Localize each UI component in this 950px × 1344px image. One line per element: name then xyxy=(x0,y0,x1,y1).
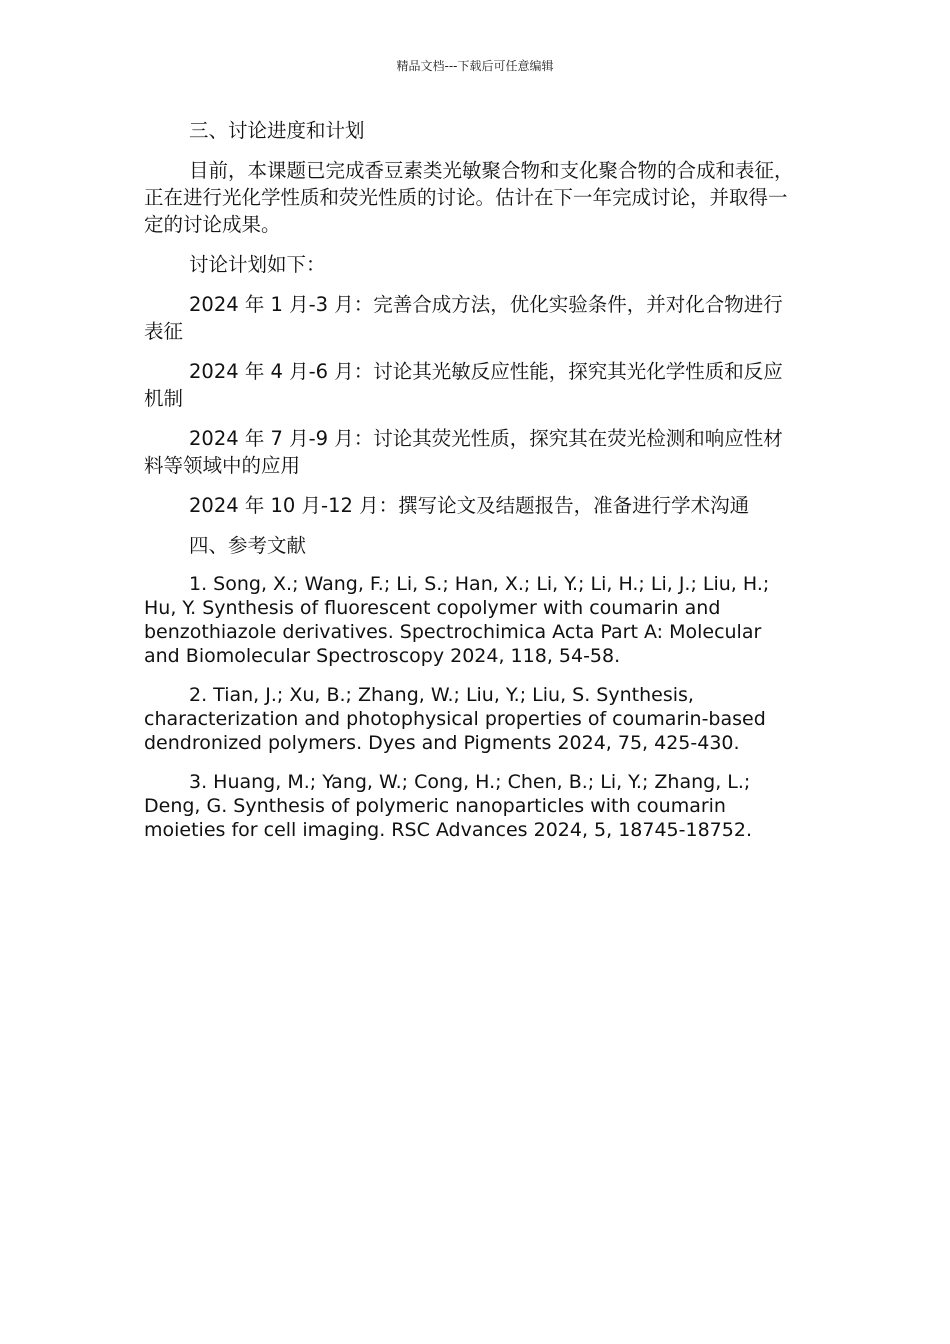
reference-item: 1. Song, X.; Wang, F.; Li, S.; Han, X.; Li, Y.; Li, H.; Li, J.; Liu, H.; Hu, Y. Synthesis of fluorescent copolymer with coumarin and benzothiazole derivatives. Spectrochimica Acta Part A: Molecular and Biomolecular Spectroscopy 2024, 118, 54-58. xyxy=(144,573,770,667)
plan-item: 2024 年 4 月-6 月：讨论其光敏反应性能，探究其光化学性质和反应机制 xyxy=(144,360,783,410)
plan-item: 2024 年 10 月-12 月：撰写论文及结题报告，准备进行学术沟通 xyxy=(189,494,750,517)
section-heading-references: 四、参考文献 xyxy=(189,534,307,557)
page-header-note: 精品文档---下载后可任意编辑 xyxy=(396,59,554,73)
section-heading-progress-plan: 三、讨论进度和计划 xyxy=(189,119,365,142)
plan-label: 讨论计划如下： xyxy=(189,253,326,276)
document-body xyxy=(144,117,796,857)
reference-item: 2. Tian, J.; Xu, B.; Zhang, W.; Liu, Y.; Liu, S. Synthesis, characterization and photophysical properties of coumarin-based dendronized polymers. Dyes and Pigments 2024, 75, 425-430. xyxy=(144,684,766,754)
progress-intro-paragraph: 目前，本课题已完成香豆素类光敏聚合物和支化聚合物的合成和表征，正在进行光化学性质和荧光性质的讨论。估计在下一年完成讨论，并取得一定的讨论成果。 xyxy=(144,159,794,236)
plan-item: 2024 年 1 月-3 月：完善合成方法，优化实验条件，并对化合物进行表征 xyxy=(144,293,783,343)
plan-item: 2024 年 7 月-9 月：讨论其荧光性质，探究其在荧光检测和响应性材料等领域中的应用 xyxy=(144,427,783,477)
reference-item: 3. Huang, M.; Yang, W.; Cong, H.; Chen, B.; Li, Y.; Zhang, L.; Deng, G. Synthesis of polymeric nanoparticles with coumarin moieties for cell imaging. RSC Advances 2024, 5, 18745-18752. xyxy=(144,771,752,841)
